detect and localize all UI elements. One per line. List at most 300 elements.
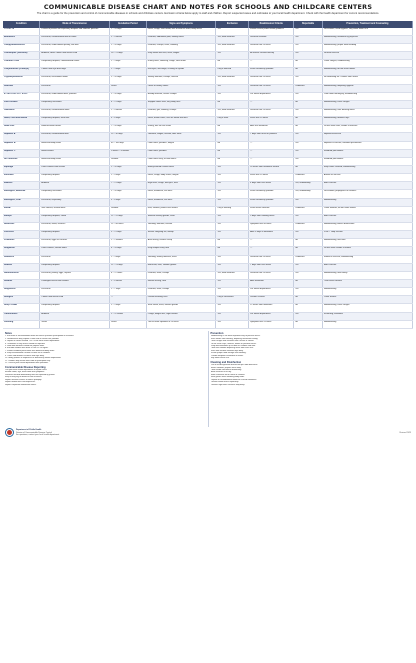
cell-readmission: 24 hours after treatment started (249, 165, 294, 173)
note-line: 12. Consult your health department with questions. (5, 362, 49, 365)
cell-reportable: Yes, immediately (294, 190, 323, 198)
cell-incubation: 1 – 2 months (109, 239, 146, 247)
cell-symptoms: Anal itching, restless sleep (146, 239, 216, 247)
cell-exclusion: Yes (216, 231, 249, 239)
cell-readmission: After first treatment (249, 125, 294, 133)
cell-incubation: Variable (109, 206, 146, 214)
cell-condition: Campylobacteriosis (3, 43, 40, 51)
cell-prevention: Cover lesions (322, 296, 412, 304)
cell-exclusion: No (216, 141, 249, 149)
cell-incubation: 1 – 3 days (109, 60, 146, 68)
cell-readmission: Fever free 24 hours (249, 174, 294, 182)
table-row (3, 239, 413, 247)
page-subtitle: The chart is a guide for the prevention and control of communicable diseases in schools and childcare centers. Exclusion criteria below apply to staff and children. Report suspected cases and outbreaks to your local health department. Check with the health department for current recommendations. (36, 12, 380, 15)
cell-prevention: Handwashing; treatment by physician (322, 35, 412, 43)
table-row (3, 247, 413, 255)
cell-prevention: Handwashing; proper food handling (322, 43, 412, 51)
cell-incubation: Variable (109, 157, 146, 165)
cell-incubation: 2 – 10 days (109, 76, 146, 84)
cell-readmission: When cleared by provider (249, 68, 294, 76)
table-row (3, 125, 413, 133)
cell-mode: Fecal-oral; undercooked poultry, raw milk (40, 43, 110, 51)
cell-reportable: No (294, 165, 323, 173)
cell-mode: Airborne (40, 312, 110, 320)
table-row (3, 165, 413, 173)
note-line: 9. Clean and disinfect surfaces and toys daily. (5, 354, 45, 357)
column-header: Incubation Period (109, 21, 146, 28)
cell-readmission: 12 hours after antibiotics (249, 304, 294, 312)
cell-mode: Respiratory droplets; fecal-oral (40, 117, 110, 125)
cell-prevention: DTaP / Tdap vaccine (322, 231, 412, 239)
note-line: Call your local health department to report cases. (5, 369, 48, 372)
cell-symptoms: Cough, weight loss, night sweats (146, 312, 216, 320)
column-header: Mode of Transmission (40, 21, 110, 28)
cell-condition: Head Lice (3, 125, 40, 133)
note-line: Provide adequate ventilation in rooms. (210, 354, 244, 357)
cell-symptoms: Painful blistering rash (146, 296, 216, 304)
table-row (3, 263, 413, 271)
cell-mode: Respiratory droplets (40, 174, 110, 182)
table-row (3, 190, 413, 198)
cell-condition: Hand, Foot and Mouth (3, 117, 40, 125)
cell-incubation: 4 – 21 days (109, 100, 146, 108)
cell-incubation: 1 – 10 days (109, 165, 146, 173)
cell-exclusion: No (216, 60, 249, 68)
cell-condition: MRSA (3, 206, 40, 214)
table-row (3, 231, 413, 239)
cell-exclusion: Only if fever (216, 117, 249, 125)
column-header: Reportable (294, 21, 323, 28)
cell-incubation: 12 – 23 days (109, 263, 146, 271)
cell-condition: Shingles (3, 296, 40, 304)
cell-condition: Diarrhea (3, 84, 40, 92)
note-line: Stay home when sick. (210, 357, 230, 360)
cell-mode: Head-to-head contact (40, 125, 110, 133)
cell-incubation: 1 – 10 days (109, 43, 146, 51)
cell-condition: Ringworm (3, 247, 40, 255)
cell-prevention: Vaccination, hand hygiene, stay home when sick (322, 28, 412, 36)
cell-prevention: Handwashing; safe drinking water (322, 109, 412, 117)
cell-condition: Conjunctivitis (Pinkeye) (3, 68, 40, 76)
table-row (3, 100, 413, 108)
cell-exclusion: No (216, 239, 249, 247)
note-line: 5. Staff with diarrhea should not prepare food. (5, 345, 45, 348)
cell-reportable: Yes (294, 288, 323, 296)
cell-symptoms: Slapped cheek rash, lacy body rash (146, 100, 216, 108)
table-row (3, 68, 413, 76)
notes-list (5, 335, 206, 364)
cell-exclusion: Yes (216, 255, 249, 263)
footer (3, 428, 413, 438)
cell-condition: Chickenpox (Varicella) (3, 52, 40, 60)
cell-incubation: 1 – 4 days (109, 174, 146, 182)
cell-readmission: When cleared by provider (249, 190, 294, 198)
note-line: Include name, age, onset date and symptoms. (5, 371, 45, 374)
cell-condition: Cryptosporidiosis (3, 76, 40, 84)
cell-prevention: Keep sores covered; handwashing (322, 165, 412, 173)
note-line: Report animal bites and exposures. (5, 381, 36, 384)
cell-exclusion: Yes, while diarrhea (216, 109, 249, 117)
table-row (3, 312, 413, 320)
table-row (3, 320, 413, 328)
cell-symptoms: Mild fever, rash, swollen glands (146, 263, 216, 271)
cell-incubation: 2 – 10 days (109, 190, 146, 198)
cell-symptoms: Runny nose, sneezing, cough, sore throat (146, 60, 216, 68)
note-line: 11. Children may return when able to participate fully. (5, 359, 51, 362)
cell-condition: Common Cold (3, 60, 40, 68)
cell-incubation: 2 – 14 days (109, 28, 146, 36)
cell-incubation: — (109, 296, 146, 304)
note-line: 6. Exclude children with fever of 100.4°F or higher. (5, 347, 49, 350)
cell-incubation: 2 weeks – 6 months (109, 149, 146, 157)
cell-symptoms: Fever, cough, sore throat, loss of taste or smell, body aches (146, 28, 216, 36)
cell-reportable: Yes (294, 312, 323, 320)
cell-exclusion: No (216, 100, 249, 108)
cell-prevention: Handwashing (322, 288, 412, 296)
logo-mark (7, 430, 12, 435)
cell-prevention: Standard precautions (322, 157, 412, 165)
table-row (3, 214, 413, 222)
cell-reportable: No (294, 60, 323, 68)
cell-incubation: 1 – 4 weeks (109, 109, 146, 117)
cell-prevention: Cook meat thoroughly; handwashing (322, 92, 412, 100)
cell-incubation: 1 – 10 days (109, 92, 146, 100)
table-row (3, 133, 413, 141)
cell-incubation: 10 – 21 days (109, 52, 146, 60)
cell-reportable: No (294, 247, 323, 255)
table-row (3, 174, 413, 182)
cell-exclusion: Yes (216, 92, 249, 100)
table-row (3, 198, 413, 206)
cell-mode: Direct contact; shared items (40, 247, 110, 255)
cell-reportable: Yes (294, 231, 323, 239)
note-line: 8. Keep immunization records current for all children. (5, 352, 51, 355)
cell-prevention: Standard precautions (322, 149, 412, 157)
cell-reportable: Outbreaks (294, 222, 323, 230)
cell-readmission: Diarrhea free 24 hours (249, 271, 294, 279)
table-row (3, 52, 413, 60)
note-line: Keep immunizations up to date for children and staff. (210, 345, 256, 348)
cell-readmission: Diarrhea free 24 hours (249, 43, 294, 51)
cell-symptoms: Vomiting, diarrhea, nausea (146, 222, 216, 230)
table-row (3, 117, 413, 125)
table-row (3, 141, 413, 149)
cell-exclusion: Yes (216, 279, 249, 287)
cell-prevention: Handwashing; cover coughs (322, 304, 412, 312)
cell-exclusion: Only if uncovered (216, 296, 249, 304)
cell-incubation: 4 – 14 days (109, 247, 146, 255)
cell-readmission: — (249, 149, 294, 157)
cell-symptoms: Watery diarrhea, cramps, nausea (146, 76, 216, 84)
cell-mode: Person to person via respiratory droplets and airborne particles (40, 28, 110, 36)
cell-exclusion: Yes (216, 288, 249, 296)
note-line: Keep a daily log of absences due to illness. (5, 376, 43, 379)
cell-prevention: Cover coughs; handwashing (322, 60, 412, 68)
cell-exclusion: Yes, while diarrhea (216, 271, 249, 279)
cell-condition: Hepatitis C (3, 149, 40, 157)
cell-exclusion: No (216, 157, 249, 165)
cell-readmission: Lesions crusted (249, 296, 294, 304)
note-line: Dispose of contaminated materials in lined containers. (210, 378, 257, 381)
cell-readmission: Diarrhea free 24 hours (249, 109, 294, 117)
cell-mode: Skin contact; shared items (40, 206, 110, 214)
cell-incubation: 1 – 3 days (109, 255, 146, 263)
cell-symptoms: Honey-colored crusted sores (146, 165, 216, 173)
table-row (3, 182, 413, 190)
footer-contact: For questions, contact your local health department. (16, 433, 60, 436)
cell-symptoms: Often none; jaundice (146, 149, 216, 157)
cell-mode: Fecal-oral; vomit; surfaces (40, 222, 110, 230)
cell-incubation: 1 – 7 days (109, 288, 146, 296)
cell-prevention: No swimming for 2 weeks after illness (322, 76, 412, 84)
cell-prevention: Handwashing; do not share towels (322, 68, 412, 76)
cell-mode: Respiratory droplets (40, 304, 110, 312)
cell-condition: Pertussis (3, 231, 40, 239)
prevention-heading: Prevention (210, 331, 224, 335)
cell-exclusion: Only if draining (216, 206, 249, 214)
cell-symptoms: Two or more episodes in 24 hours (146, 320, 216, 328)
cell-exclusion: Yes (216, 84, 249, 92)
cell-reportable: Yes (294, 92, 323, 100)
cell-reportable: Yes, immediately (294, 182, 323, 190)
cell-exclusion: Yes (216, 28, 249, 36)
column-header: Condition (3, 21, 40, 28)
cell-reportable: Yes (294, 109, 323, 117)
note-line: Wash and sanitize mouthed toys daily. (210, 349, 244, 352)
cell-readmission: Fever free 24 hours (249, 117, 294, 125)
cell-readmission: 7 days after rash onset (249, 263, 294, 271)
cell-readmission: Symptom free 48 hours (249, 222, 294, 230)
cell-condition: Meningitis, Bacterial (3, 190, 40, 198)
cell-reportable: Outbreaks (294, 206, 323, 214)
cell-mode: Respiratory droplets; saliva (40, 214, 110, 222)
cell-incubation: Varies (109, 320, 146, 328)
table-row (3, 157, 413, 165)
cell-reportable: Yes (294, 214, 323, 222)
cell-incubation: 12 – 48 hours (109, 222, 146, 230)
note-line: 10. Notify parents of exposures as directed by health department. (5, 357, 62, 360)
cell-symptoms: Jaundice, fatigue, nausea, dark urine (146, 133, 216, 141)
cell-condition: Impetigo (3, 165, 40, 173)
note-line: 2. Readmission may require a note from a health care provider. (5, 337, 60, 340)
cell-reportable: Yes (294, 141, 323, 149)
cell-exclusion: No (216, 125, 249, 133)
cell-mode: Fecal-oral; contaminated food (40, 133, 110, 141)
table-body (3, 28, 413, 329)
cell-exclusion: Yes (216, 312, 249, 320)
cell-readmission: 7 days after onset of jaundice (249, 133, 294, 141)
cell-exclusion: Yes (216, 165, 249, 173)
cell-reportable: Yes (294, 263, 323, 271)
cell-reportable: Yes (294, 76, 323, 84)
cell-prevention: Handwashing (322, 198, 412, 206)
cell-prevention: Vaccination; prophylaxis of contacts (322, 190, 412, 198)
cell-symptoms: Red, swollen, painful skin lesions (146, 206, 216, 214)
column-header: Signs and Symptoms (146, 21, 216, 28)
cell-symptoms: Often none; jaundice, fatigue (146, 141, 216, 149)
table-row (3, 206, 413, 214)
prevention-list (211, 335, 412, 359)
cell-exclusion: Only if directed (216, 68, 249, 76)
cell-mode: Contact with eye discharge (40, 68, 110, 76)
cell-readmission: Symptom free 24 hours (249, 320, 294, 328)
cell-mode: Respiratory droplets; contaminated hands (40, 60, 110, 68)
cell-exclusion: Yes (216, 263, 249, 271)
cell-condition: Mumps (3, 214, 40, 222)
cell-mode: Fecal-oral; poultry, eggs, reptiles (40, 271, 110, 279)
cell-symptoms: High fever, cough, red eyes, rash (146, 182, 216, 190)
cell-incubation: 15 – 50 days (109, 133, 146, 141)
cell-prevention: Treat close contacts (322, 279, 412, 287)
cell-condition: Influenza (3, 174, 40, 182)
table-row (3, 304, 413, 312)
note-line: Cover coughs and sneezes with a tissue or sleeve. (210, 340, 255, 343)
cell-incubation: 3 – 6 days (109, 117, 146, 125)
cell-exclusion: Yes (216, 198, 249, 206)
cell-readmission: All lesions crusted and dry (249, 52, 294, 60)
cell-incubation: 1 – 3 days (109, 68, 146, 76)
cell-reportable: Outbreaks (294, 174, 323, 182)
cell-condition: Rotavirus (3, 255, 40, 263)
cell-prevention: MMR vaccine (322, 214, 412, 222)
note-line: Store chemicals out of reach of children. (210, 373, 246, 376)
cell-mode: Respiratory secretions (40, 100, 110, 108)
note-line: Handwashing is the most important way to prevent illness. (210, 335, 261, 338)
cell-symptoms: Diarrhea, fever, cramps (146, 271, 216, 279)
cell-incubation: 2 – 6 weeks (109, 279, 146, 287)
cell-condition: Hepatitis A (3, 133, 40, 141)
cell-mode: Respiratory droplets (40, 263, 110, 271)
cell-readmission: Diarrhea resolved (249, 35, 294, 43)
cell-exclusion: Yes (216, 52, 249, 60)
cell-reportable: Yes (294, 43, 323, 51)
cell-readmission: — (249, 247, 294, 255)
cell-mode: Fecal-oral; undercooked beef, produce (40, 92, 110, 100)
cell-reportable: No (294, 125, 323, 133)
cell-symptoms: Often none early; flu-like illness (146, 157, 216, 165)
note-line: 4. Outbreaks of any illness should be reported. (5, 342, 46, 345)
cell-symptoms: Fever, mouth sores, rash on hands and feet (146, 117, 216, 125)
note-line: Report suspected food-borne illness. (5, 383, 37, 386)
health-department-logo (5, 428, 14, 437)
cell-symptoms: Fever, headache, stiff neck (146, 190, 216, 198)
note-line: Diseases marked immediately must be reported by phone. (5, 373, 56, 376)
cell-incubation: 45 – 160 days (109, 141, 146, 149)
cell-readmission: — (249, 141, 294, 149)
cell-reportable: No (294, 117, 323, 125)
cell-reportable: Yes (294, 35, 323, 43)
cell-mode: Blood and body fluids (40, 157, 110, 165)
cell-incubation: 3 – 6 days (109, 198, 146, 206)
cell-symptoms: Red eyes, discharge, crusting of eyelids (146, 68, 216, 76)
cell-reportable: No (294, 296, 323, 304)
table-header-row (3, 21, 413, 28)
cell-prevention: Do not share hats, combs or brushes (322, 125, 412, 133)
cell-exclusion: Yes (216, 304, 249, 312)
cell-incubation: 6 – 72 hours (109, 271, 146, 279)
cell-condition: Giardiasis (3, 109, 40, 117)
cell-reportable: Outbreaks (294, 255, 323, 263)
cell-exclusion: Yes (216, 174, 249, 182)
cell-readmission: — (249, 60, 294, 68)
cell-reportable: Yes (294, 133, 323, 141)
cell-mode: Fecal-oral (40, 255, 110, 263)
notes-section (3, 331, 413, 427)
note-line: Report unusual clusters of illness promptly. (5, 378, 42, 381)
cell-prevention: Handwashing; disinfect toys (322, 117, 412, 125)
cell-mode: Varies (40, 320, 110, 328)
cell-exclusion: Yes (216, 214, 249, 222)
cell-mode: Contact with blister fluid (40, 296, 110, 304)
table-row (3, 255, 413, 263)
cell-prevention: Hepatitis B vaccine; standard precautions (322, 141, 412, 149)
cell-mode: Fecal-oral; recreational water (40, 76, 110, 84)
cell-symptoms: Severe coughing fits, whoop (146, 231, 216, 239)
column-header: Prevention, Treatment and Counseling (322, 21, 412, 28)
cell-symptoms: Diarrhea, gas, bloating, cramps (146, 109, 216, 117)
cell-mode: Fecal-oral (40, 288, 110, 296)
cell-prevention: Hepatitis A vaccine (322, 133, 412, 141)
table-row (3, 109, 413, 117)
cell-symptoms: Sore throat, fever, swollen glands (146, 304, 216, 312)
cleaning-heading: Cleaning and Disinfection (210, 360, 242, 364)
note-line: Ensure proper food storage and handling. (210, 352, 247, 355)
cell-readmission: Follow current public health guidance (249, 28, 294, 36)
cell-readmission: — (249, 157, 294, 165)
cell-reportable: No (294, 100, 323, 108)
notes-left-column (3, 331, 209, 427)
table-row (3, 43, 413, 51)
cell-reportable: Yes (294, 52, 323, 60)
note-line: Clean and sanitize diapering areas after each use. (210, 347, 254, 350)
cell-symptoms: Loose or watery stools (146, 84, 216, 92)
cell-readmission: Diarrhea free 24 hours (249, 76, 294, 84)
cell-incubation: Varies (109, 84, 146, 92)
notes-heading: Notes (5, 331, 12, 335)
cell-mode: Blood and body fluids (40, 141, 110, 149)
cell-exclusion: Yes, while diarrhea (216, 76, 249, 84)
note-line: 3. Report all cases marked "Yes" to the local health department. (5, 340, 60, 343)
table-row (3, 76, 413, 84)
cell-symptoms: Ring-shaped scaly rash (146, 247, 216, 255)
cell-incubation: 12 – 25 days (109, 214, 146, 222)
table-row (3, 279, 413, 287)
table-row (3, 271, 413, 279)
cell-reportable: Yes (294, 157, 323, 165)
cell-condition: Fifth Disease (3, 100, 40, 108)
cell-reportable: Yes (294, 271, 323, 279)
revision-date: Revised 2023 (399, 431, 411, 434)
cell-condition: Tuberculosis (3, 312, 40, 320)
cell-symptoms: Itchy blister-like rash, fever, fatigue (146, 52, 216, 60)
cell-reportable: No (294, 279, 323, 287)
cell-condition: Hepatitis B (3, 141, 40, 149)
cell-prevention: Handwashing; diapering hygiene (322, 84, 412, 92)
cell-symptoms: Fever, headache, stiff neck (146, 198, 216, 206)
cell-symptoms: Bloody diarrhea, severe cramps (146, 92, 216, 100)
disease-table (3, 21, 413, 329)
cell-condition: Shigellosis (3, 288, 40, 296)
cell-reportable: Yes (294, 198, 323, 206)
notes-right-column (209, 331, 414, 427)
cell-prevention: Do not share combs or towels (322, 247, 412, 255)
footer-text (16, 429, 60, 436)
note-line: Wash hands after toileting, diapering and before eating. (210, 337, 259, 340)
column-header: Readmission Criteria (249, 21, 294, 28)
cell-readmission: — (249, 239, 294, 247)
cleaning-list (211, 364, 412, 386)
cell-condition: Pinworms (3, 239, 40, 247)
